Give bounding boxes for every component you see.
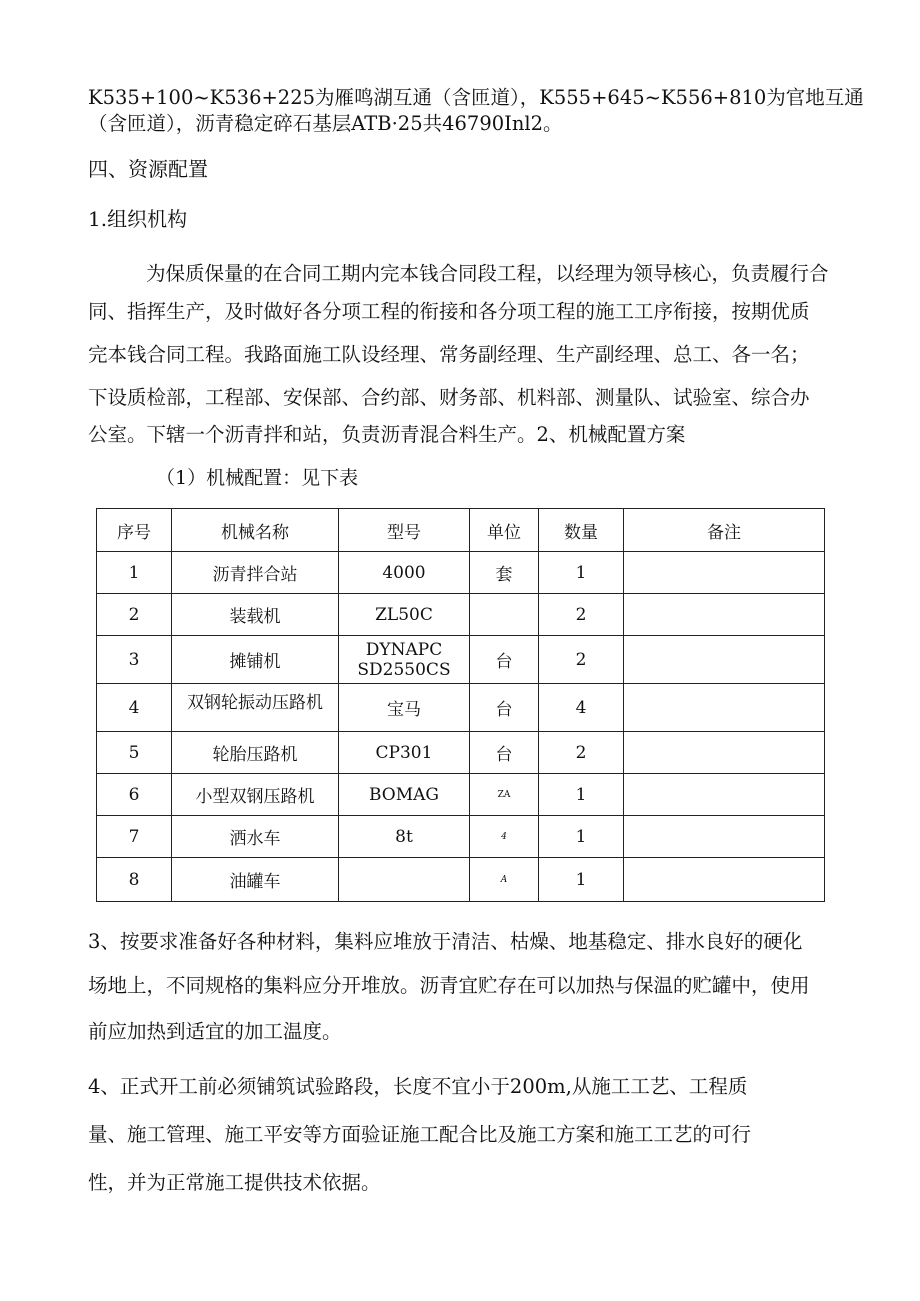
table-row <box>97 552 825 594</box>
table-row <box>97 636 825 684</box>
row-name-cell: 油罐车 <box>172 858 339 902</box>
row-note-cell <box>624 684 825 732</box>
header-cell: 备注 <box>624 509 825 552</box>
row-unit-cell: 套 <box>470 552 539 594</box>
org-paragraph-line-2: 同、指挥生产，及时做好各分项工程的衔接和各分项工程的施工工序衔接，按期优质 <box>88 300 810 323</box>
model-line-1: DYNAPC <box>365 639 443 660</box>
row-no-cell: 2 <box>97 594 172 636</box>
row-name-cell: 摊铺机 <box>172 636 339 684</box>
machine-table <box>96 508 825 902</box>
subsection-1-title: 1.组织机构 <box>88 207 188 231</box>
row-unit-cell <box>470 594 539 636</box>
row-unit-cell: 台 <box>470 732 539 774</box>
row-unit-cell: 台 <box>470 684 539 732</box>
para4-line-3: 性，并为正常施工提供技术依据。 <box>88 1171 381 1194</box>
row-model-cell <box>339 636 470 684</box>
row-name-cell: 沥青拌合站 <box>172 552 339 594</box>
row-note-cell <box>624 816 825 858</box>
header-cell: 序号 <box>97 509 172 552</box>
row-no-cell: 3 <box>97 636 172 684</box>
section-4-title: 四、资源配置 <box>88 157 208 181</box>
org-paragraph-line-1: 为保质保量的在合同工期内完本钱合同段工程，以经理为领导核心，负责履行合 <box>146 262 829 285</box>
org-paragraph-line-3: 完本钱合同工程。我路面施工队设经理、常务副经理、生产副经理、总工、各一名； <box>88 343 810 366</box>
row-name-cell: 装载机 <box>172 594 339 636</box>
row-qty-cell: 2 <box>539 732 624 774</box>
row-unit-cell: 4 <box>470 816 539 858</box>
table-row <box>97 594 825 636</box>
row-qty-cell: 4 <box>539 684 624 732</box>
row-model-cell <box>339 858 470 902</box>
row-name-cell: 小型双钢压路机 <box>172 774 339 816</box>
row-no-cell: 4 <box>97 684 172 732</box>
table-row <box>97 774 825 816</box>
para4-line-1: 4、正式开工前必须铺筑试验路段，长度不宜小于200m,从施工工艺、工程质 <box>88 1075 748 1098</box>
org-paragraph-line-4: 下设质检部，工程部、安保部、合约部、财务部、机料部、测量队、试验室、综合办 <box>88 386 810 409</box>
header-cell: 数量 <box>539 509 624 552</box>
row-note-cell <box>624 732 825 774</box>
row-name-cell: 洒水车 <box>172 816 339 858</box>
intro-line-1: K535+100~K536+225为雁鸣湖互通（含匝道），K555+645~K556+810为官地互通 <box>88 86 864 109</box>
row-model-cell: 宝马 <box>339 684 470 732</box>
row-qty-cell: 1 <box>539 774 624 816</box>
para3-line-3: 前应加热到适宜的加工温度。 <box>88 1020 342 1043</box>
para3-line-2: 场地上，不同规格的集料应分开堆放。沥青宜贮存在可以加热与保温的贮罐中，使用 <box>88 974 810 997</box>
row-qty-cell: 2 <box>539 594 624 636</box>
row-model-cell: BOMAG <box>339 774 470 816</box>
row-qty-cell: 1 <box>539 552 624 594</box>
intro-line-2: （含匝道），沥青稳定碎石基层ATB·25共46790Inl2。 <box>88 112 563 135</box>
row-model-cell: CP301 <box>339 732 470 774</box>
row-note-cell <box>624 774 825 816</box>
header-cell: 型号 <box>339 509 470 552</box>
row-qty-cell: 1 <box>539 858 624 902</box>
row-qty-cell: 2 <box>539 636 624 684</box>
org-paragraph-line-5: 公室。下辖一个沥青拌和站，负责沥青混合料生产。2、机械配置方案 <box>88 423 686 446</box>
row-unit-cell: A <box>470 858 539 902</box>
row-model-cell: 8t <box>339 816 470 858</box>
machine-config-title: （1）机械配置：见下表 <box>156 467 359 489</box>
row-qty-cell: 1 <box>539 816 624 858</box>
row-unit-cell: 台 <box>470 636 539 684</box>
table-row <box>97 816 825 858</box>
header-cell: 单位 <box>470 509 539 552</box>
table-header-row <box>97 509 825 552</box>
header-cell: 机械名称 <box>172 509 339 552</box>
row-model-cell: 4000 <box>339 552 470 594</box>
para3-line-1: 3、按要求准备好各种材料，集料应堆放于清洁、枯燥、地基稳定、排水良好的硬化 <box>88 930 803 953</box>
row-name-cell: 双钢轮振动压路机 <box>172 684 339 732</box>
para4-line-2: 量、施工管理、施工平安等方面验证施工配合比及施工方案和施工工艺的可行 <box>88 1123 752 1146</box>
row-note-cell <box>624 636 825 684</box>
row-model-cell: ZL50C <box>339 594 470 636</box>
row-name-cell: 轮胎压路机 <box>172 732 339 774</box>
row-note-cell <box>624 594 825 636</box>
row-no-cell: 7 <box>97 816 172 858</box>
model-line-2: SD2550CS <box>357 659 451 680</box>
row-note-cell <box>624 858 825 902</box>
row-no-cell: 6 <box>97 774 172 816</box>
row-no-cell: 1 <box>97 552 172 594</box>
row-no-cell: 5 <box>97 732 172 774</box>
row-unit-cell: ZA <box>470 774 539 816</box>
row-no-cell: 8 <box>97 858 172 902</box>
table-row <box>97 732 825 774</box>
row-note-cell <box>624 552 825 594</box>
table-row <box>97 858 825 902</box>
table-row <box>97 684 825 732</box>
